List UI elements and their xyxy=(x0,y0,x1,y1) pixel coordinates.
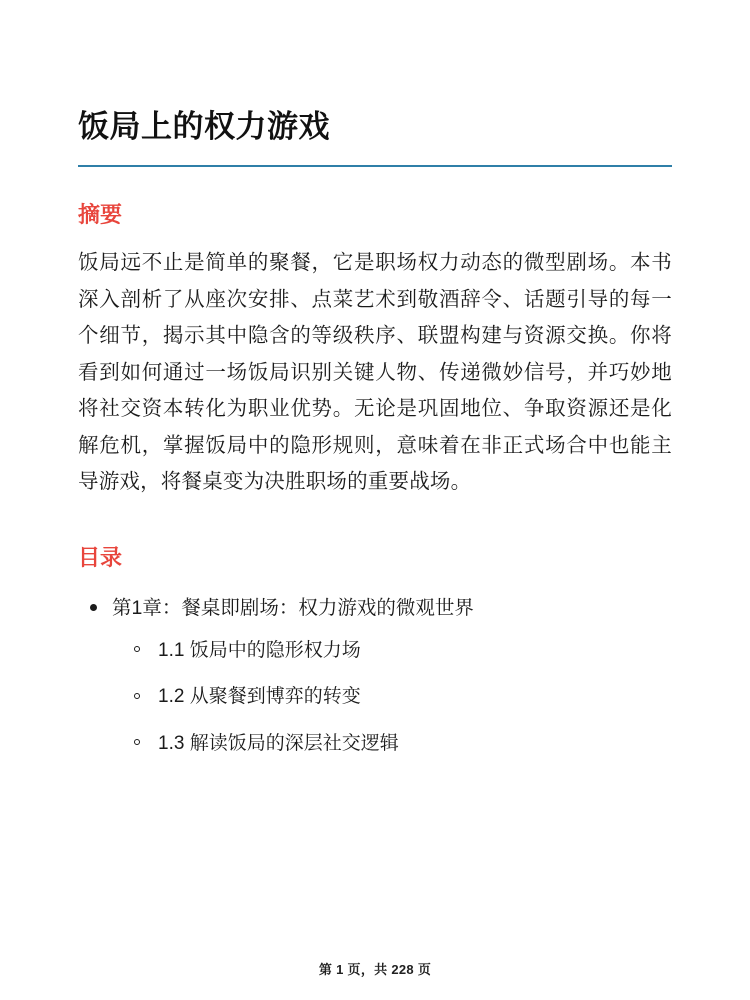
title-divider xyxy=(78,165,672,167)
toc-section-item[interactable] xyxy=(112,730,672,759)
toc-sublist xyxy=(112,637,672,759)
toc-chapter-item[interactable] xyxy=(78,594,672,759)
abstract-heading: 摘要 xyxy=(78,201,123,227)
page-footer: 第 1 页，共 228 页 xyxy=(318,962,432,977)
toc-heading: 目录 xyxy=(78,544,123,570)
toc-section-label: 1.2 从聚餐到博弈的转变 xyxy=(158,686,361,708)
bullet-hollow-icon xyxy=(134,739,140,745)
toc-list xyxy=(78,594,672,759)
toc-section-item[interactable] xyxy=(112,683,672,712)
toc-section-item[interactable] xyxy=(112,637,672,666)
toc-section-label: 1.3 解读饭局的深层社交逻辑 xyxy=(158,732,399,754)
toc-section-label: 1.1 饭局中的隐形权力场 xyxy=(158,639,361,661)
bullet-hollow-icon xyxy=(134,693,140,699)
toc-chapter-label: 第1章：餐桌即剧场：权力游戏的微观世界 xyxy=(112,596,474,619)
abstract-body: 饭局远不止是简单的聚餐，它是职场权力动态的微型剧场。本书深入剖析了从座次安排、点菜艺术到敬酒辞令、话题引导的每一个细节，揭示其中隐含的等级秩序、联盟构建与资源交换。你将看到如何通过一场饭局识别关键人物、传递微妙信号，并巧妙地将社交资本转化为职业优势。无论是巩固地位、争取资源还是化解危机，掌握饭局中的隐形规则，意味着在非正式场合中也能主导游戏，将餐桌变为决胜职场的重要战场。 xyxy=(78,251,672,494)
bullet-filled-icon xyxy=(90,604,97,611)
bullet-hollow-icon xyxy=(134,646,140,652)
page-title: 饭局上的权力游戏 xyxy=(78,109,330,144)
